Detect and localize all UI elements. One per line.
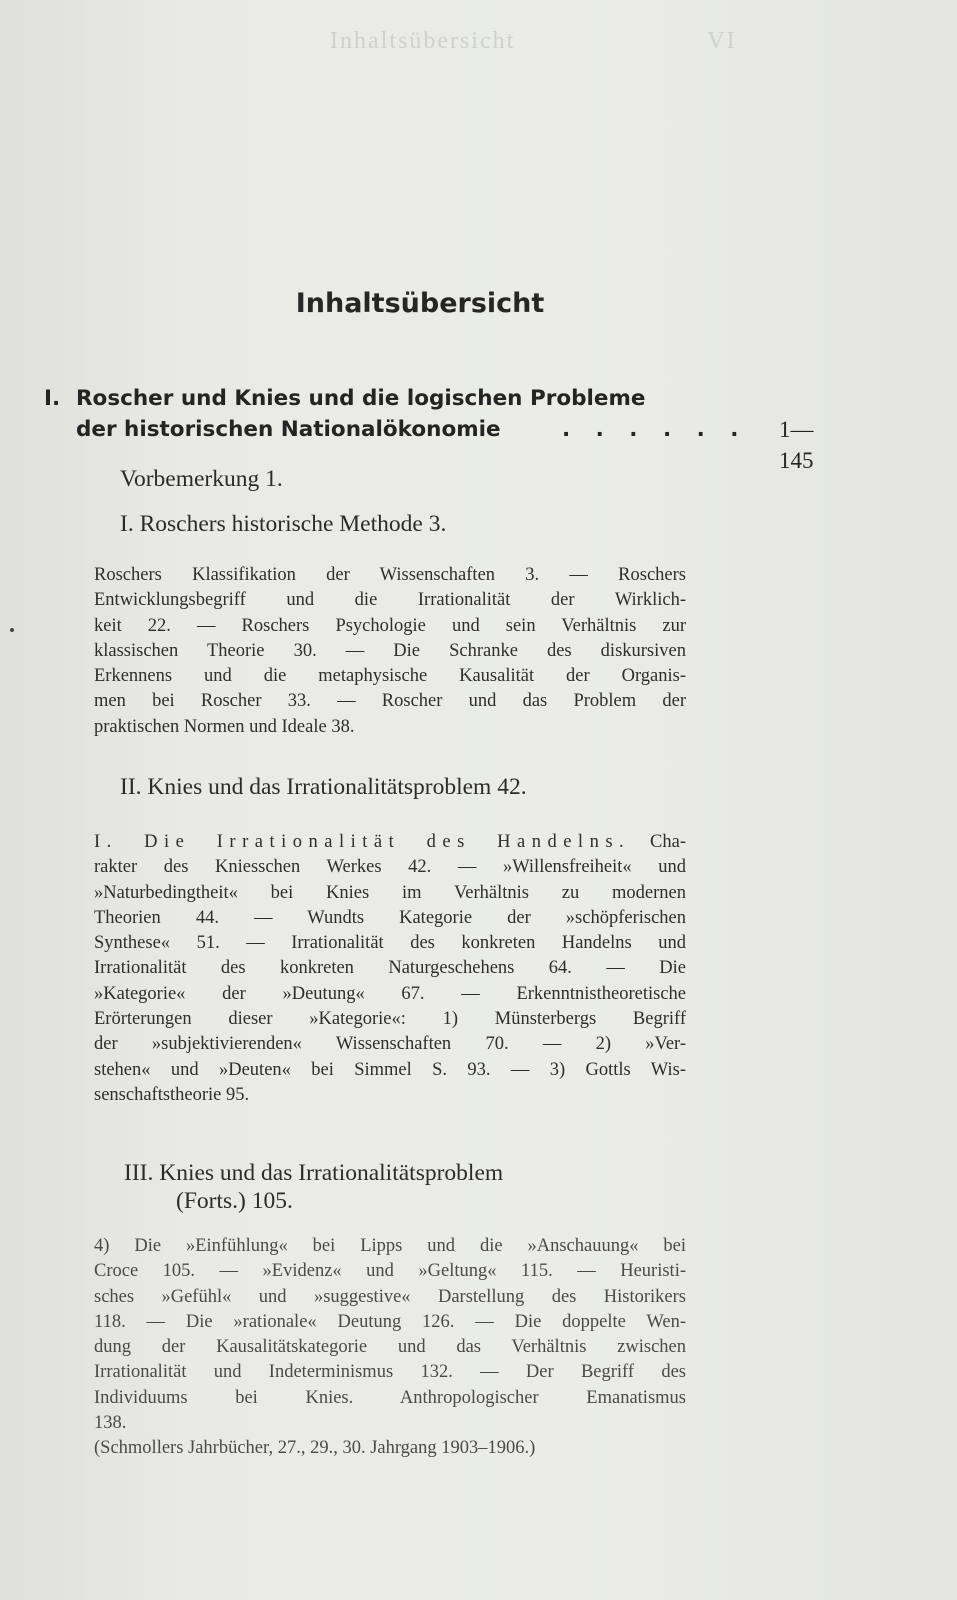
- summary-line: klassischen Theorie 30. — Die Schranke des diskursiven: [94, 640, 686, 661]
- summary-line: men bei Roscher 33. — Roscher und das Problem der: [94, 691, 686, 712]
- section-3-heading-line-1: III. Knies und das Irrationalitätsproblem: [124, 1160, 504, 1186]
- summary-line: 118. — Die »rationale« Deutung 126. — Die doppelte Wen-: [94, 1311, 686, 1332]
- section-1-summary: [94, 563, 686, 740]
- summary-lead-rest: Cha-: [650, 832, 687, 852]
- summary-line: keit 22. — Roschers Psychologie und sein Verhältnis zur: [94, 615, 686, 636]
- summary-line: Irrationalität des konkreten Naturgeschehens 64. — Die: [94, 958, 686, 979]
- section-3-summary: [94, 1234, 686, 1462]
- page-title: Inhaltsübersicht: [295, 288, 545, 319]
- summary-line: Irrationalität und Indeterminismus 132. — Der Begriff des: [94, 1362, 686, 1383]
- part-number: I.: [44, 386, 61, 411]
- summary-line: rakter des Kniesschen Werkes 42. — »Willensfreiheit« und: [94, 857, 686, 878]
- summary-line: sches »Gefühl« und »suggestive« Darstellung des Historikers: [94, 1286, 686, 1307]
- summary-line: »Kategorie« der »Deutung« 67. — Erkenntnistheoretische: [94, 983, 686, 1004]
- part-title-line-2: der historischen Nationalökonomie: [76, 417, 501, 442]
- page-range: 1—145: [779, 417, 814, 473]
- spaced-subheading: I. Die Irrationalität des Handelns.: [94, 832, 631, 852]
- summary-line: dung der Kausalitätskategorie und das Verhältnis zwischen: [94, 1337, 686, 1358]
- summary-line: der »subjektivierenden« Wissenschaften 70. — 2) »Ver-: [94, 1034, 686, 1055]
- section-2-heading: II. Knies und das Irrationalitätsproblem 42.: [120, 774, 527, 800]
- summary-line: Entwicklungsbegriff und die Irrationalität der Wirklich-: [94, 590, 686, 611]
- summary-line: Theorien 44. — Wundts Kategorie der »schöpferischen: [94, 907, 686, 928]
- summary-line: Erörterungen dieser »Kategorie«: 1) Münsterbergs Begriff: [94, 1009, 686, 1030]
- section-3-heading-line-2: (Forts.) 105.: [176, 1188, 293, 1214]
- summary-lead-line: [94, 830, 686, 855]
- summary-line: stehen« und »Deuten« bei Simmel S. 93. — 3) Gottls Wis-: [94, 1059, 686, 1080]
- summary-line: Croce 105. — »Evidenz« und »Geltung« 115. — Heuristi-: [94, 1261, 686, 1282]
- summary-line: 138.: [94, 1413, 127, 1434]
- summary-line: Erkennens und die metaphysische Kausalität der Organis-: [94, 666, 686, 687]
- summary-line: praktischen Normen und Ideale 38.: [94, 716, 355, 737]
- section-1-heading: I. Roschers historische Methode 3.: [120, 511, 447, 537]
- section-2-summary: [94, 830, 686, 1108]
- summary-line: senschaftstheorie 95.: [94, 1084, 250, 1105]
- summary-line: »Naturbedingtheit« bei Knies im Verhältnis zu modernen: [94, 882, 686, 903]
- summary-line: 4) Die »Einfühlung« bei Lipps und die »Anschauung« bei: [94, 1236, 686, 1256]
- bleed-through-header: Inhaltsübersicht VI: [330, 28, 737, 54]
- source-note: (Schmollers Jahrbücher, 27., 29., 30. Jahrgang 1903–1906.): [94, 1438, 536, 1459]
- leader-dots: . . . . . .: [562, 417, 748, 442]
- summary-line: Roschers Klassifikation der Wissenschaften 3. — Roschers: [94, 565, 686, 585]
- preliminary-remark: Vorbemerkung 1.: [120, 466, 283, 492]
- summary-line: Synthese« 51. — Irrationalität des konkreten Handelns und: [94, 933, 686, 954]
- part-title-line-1: Roscher und Knies und die logischen Probleme: [76, 386, 646, 411]
- ink-speck: [10, 628, 14, 632]
- summary-line: Individuums bei Knies. Anthropologischer Emanatismus: [94, 1387, 686, 1408]
